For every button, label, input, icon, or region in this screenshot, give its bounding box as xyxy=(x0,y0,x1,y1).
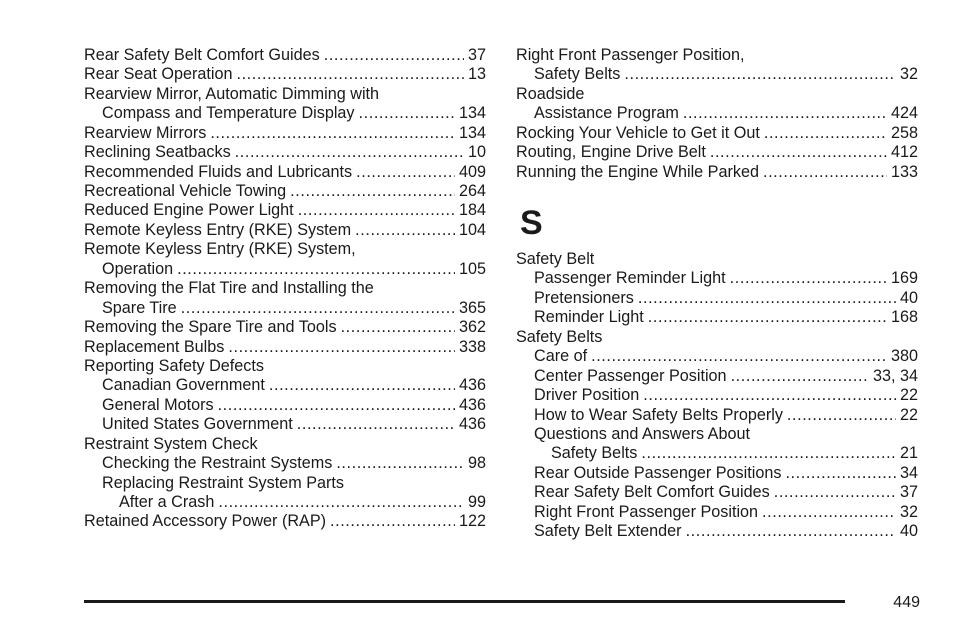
index-entry xyxy=(516,289,918,308)
dot-leader xyxy=(638,289,896,308)
entry-text: Recommended Fluids and Lubricants xyxy=(84,162,353,181)
index-entry xyxy=(84,260,486,279)
entry-text: Safety Belt Extender xyxy=(534,522,682,541)
dot-leader xyxy=(648,308,887,327)
entry-page-number: 104 xyxy=(458,220,486,239)
entry-text: Remote Keyless Entry (RKE) System, xyxy=(84,240,356,259)
entry-text: Roadside xyxy=(516,84,585,103)
index-entry xyxy=(516,308,918,327)
dot-leader xyxy=(591,347,887,366)
dot-leader xyxy=(236,65,464,84)
index-entry xyxy=(516,444,918,463)
index-entry xyxy=(516,104,918,123)
entry-page-number: 134 xyxy=(458,123,486,142)
entry-page-number: 40 xyxy=(899,288,918,307)
dot-leader xyxy=(763,163,887,182)
entry-text: Running the Engine While Parked xyxy=(516,162,759,181)
entry-page-number: 184 xyxy=(458,201,486,220)
dot-leader xyxy=(731,367,869,386)
index-column-right xyxy=(516,46,918,542)
index-entry xyxy=(84,435,486,454)
entry-text: Rear Safety Belt Comfort Guides xyxy=(84,45,320,64)
entry-text: Rear Safety Belt Comfort Guides xyxy=(534,483,770,502)
entry-page-number: 98 xyxy=(467,454,486,473)
dot-leader xyxy=(228,338,455,357)
index-column-left xyxy=(84,46,486,532)
entry-page-number: 409 xyxy=(458,162,486,181)
dot-leader xyxy=(643,386,896,405)
entry-page-number: 436 xyxy=(458,415,486,434)
dot-leader xyxy=(218,493,464,512)
dot-leader xyxy=(730,269,887,288)
index-entry xyxy=(84,357,486,376)
index-entry xyxy=(84,474,486,493)
index-entry xyxy=(516,347,918,366)
index-entry xyxy=(516,386,918,405)
dot-leader xyxy=(298,201,455,220)
dot-leader xyxy=(336,454,464,473)
index-entry xyxy=(516,65,918,84)
entry-page-number: 34 xyxy=(899,463,918,482)
dot-leader xyxy=(290,182,455,201)
entry-page-number: 169 xyxy=(890,269,918,288)
entry-page-number: 32 xyxy=(899,502,918,521)
entry-text: General Motors xyxy=(102,395,214,414)
entry-page-number: 133 xyxy=(890,162,918,181)
entry-text: Operation xyxy=(102,259,174,278)
index-entry xyxy=(516,328,918,347)
entry-page-number: 40 xyxy=(899,522,918,541)
entry-text: Replacement Bulbs xyxy=(84,337,225,356)
entry-page-number: 412 xyxy=(890,143,918,162)
index-entry xyxy=(516,464,918,483)
index-entry xyxy=(516,367,918,386)
entry-page-number: 105 xyxy=(458,259,486,278)
entry-page-number: 37 xyxy=(467,45,486,64)
index-entry xyxy=(84,65,486,84)
entry-text: Reduced Engine Power Light xyxy=(84,201,294,220)
entry-text: Safety Belts xyxy=(534,65,621,84)
entry-text: Recreational Vehicle Towing xyxy=(84,182,287,201)
dot-leader xyxy=(710,143,887,162)
entry-text: Removing the Spare Tire and Tools xyxy=(84,318,337,337)
index-entry xyxy=(516,124,918,143)
entry-text: Safety Belts xyxy=(551,444,638,463)
entry-page-number: 424 xyxy=(890,104,918,123)
entry-text: Safety Belt xyxy=(516,250,595,269)
entry-text: Right Front Passenger Position, xyxy=(516,45,745,64)
index-entry xyxy=(516,522,918,541)
entry-text: Remote Keyless Entry (RKE) System xyxy=(84,220,352,239)
index-entry xyxy=(84,85,486,104)
dot-leader xyxy=(624,65,896,84)
entry-text: Checking the Restraint Systems xyxy=(102,454,333,473)
dot-leader xyxy=(235,143,464,162)
entry-text: Rear Seat Operation xyxy=(84,65,233,84)
entry-text: Questions and Answers About xyxy=(534,424,750,443)
index-entry xyxy=(516,483,918,502)
dot-leader xyxy=(181,299,455,318)
entry-page-number: 21 xyxy=(899,444,918,463)
dot-leader xyxy=(269,376,455,395)
entry-text: Spare Tire xyxy=(102,298,177,317)
index-entry xyxy=(516,406,918,425)
index-entry xyxy=(84,338,486,357)
index-entry xyxy=(84,376,486,395)
entry-page-number: 37 xyxy=(899,483,918,502)
entry-text: Removing the Flat Tire and Installing the xyxy=(84,279,374,298)
index-entry xyxy=(516,250,918,269)
entry-text: Care of xyxy=(534,347,588,366)
index-entry xyxy=(516,143,918,162)
entry-text: Rear Outside Passenger Positions xyxy=(534,463,782,482)
entry-page-number: 33, 34 xyxy=(872,366,918,385)
entry-text: Safety Belts xyxy=(516,327,603,346)
index-entry xyxy=(84,318,486,337)
dot-leader xyxy=(356,163,455,182)
entry-page-number: 436 xyxy=(458,395,486,414)
index-entry xyxy=(516,85,918,104)
index-entry xyxy=(84,124,486,143)
entry-text: Center Passenger Position xyxy=(534,366,727,385)
entry-page-number: 122 xyxy=(458,512,486,531)
entry-page-number: 10 xyxy=(467,143,486,162)
index-entry xyxy=(84,143,486,162)
dot-leader xyxy=(764,124,887,143)
entry-text: Rearview Mirror, Automatic Dimming with xyxy=(84,84,380,103)
index-entry xyxy=(84,240,486,259)
index-entry xyxy=(84,396,486,415)
entry-text: Assistance Program xyxy=(534,104,679,123)
entry-page-number: 362 xyxy=(458,318,486,337)
index-entry xyxy=(516,270,918,289)
index-group-r xyxy=(516,46,918,182)
index-entry xyxy=(84,454,486,473)
entry-page-number: 99 xyxy=(467,493,486,512)
entry-page-number: 32 xyxy=(899,65,918,84)
dot-leader xyxy=(297,415,455,434)
entry-page-number: 264 xyxy=(458,182,486,201)
dot-leader xyxy=(359,104,455,123)
index-entry xyxy=(84,493,486,512)
section-letter: S xyxy=(520,204,543,243)
entry-text: Routing, Engine Drive Belt xyxy=(516,143,706,162)
dot-leader xyxy=(330,512,455,531)
index-entry xyxy=(84,221,486,240)
index-entry xyxy=(84,513,486,532)
entry-page-number: 380 xyxy=(890,347,918,366)
entry-text: Canadian Government xyxy=(102,376,265,395)
index-entry xyxy=(84,46,486,65)
index-entry xyxy=(516,46,918,65)
entry-text: Passenger Reminder Light xyxy=(534,269,726,288)
dot-leader xyxy=(355,221,455,240)
index-entry xyxy=(84,279,486,298)
index-entry xyxy=(84,202,486,221)
entry-page-number: 168 xyxy=(890,308,918,327)
index-entry xyxy=(84,299,486,318)
dot-leader xyxy=(787,406,896,425)
entry-text: Restraint System Check xyxy=(84,434,258,453)
index-entry xyxy=(84,415,486,434)
entry-page-number: 258 xyxy=(890,123,918,142)
entry-page-number: 134 xyxy=(458,104,486,123)
index-group-s xyxy=(516,250,918,542)
dot-leader xyxy=(683,104,887,123)
dot-leader xyxy=(785,464,896,483)
entry-text: Retained Accessory Power (RAP) xyxy=(84,512,327,531)
entry-text: Reporting Safety Defects xyxy=(84,356,264,375)
entry-text: Pretensioners xyxy=(534,288,634,307)
index-entry xyxy=(84,104,486,123)
dot-leader xyxy=(341,318,455,337)
entry-page-number: 22 xyxy=(899,386,918,405)
index-entry xyxy=(516,163,918,182)
index-entry xyxy=(84,182,486,201)
entry-page-number: 338 xyxy=(458,337,486,356)
footer-rule xyxy=(84,600,845,603)
dot-leader xyxy=(210,124,455,143)
entry-text: How to Wear Safety Belts Properly xyxy=(534,405,783,424)
dot-leader xyxy=(641,444,896,463)
dot-leader xyxy=(177,260,455,279)
entry-text: Driver Position xyxy=(534,386,640,405)
entry-page-number: 22 xyxy=(899,405,918,424)
entry-text: Compass and Temperature Display xyxy=(102,104,355,123)
entry-text: Rocking Your Vehicle to Get it Out xyxy=(516,123,760,142)
dot-leader xyxy=(686,522,896,541)
entry-text: Right Front Passenger Position xyxy=(534,502,759,521)
index-entry xyxy=(516,425,918,444)
entry-page-number: 365 xyxy=(458,298,486,317)
entry-page-number: 436 xyxy=(458,376,486,395)
dot-leader xyxy=(762,503,896,522)
page-number: 449 xyxy=(893,594,920,611)
entry-text: Replacing Restraint System Parts xyxy=(102,473,345,492)
index-entry xyxy=(516,503,918,522)
entry-text: Reminder Light xyxy=(534,308,644,327)
entry-text: Reclining Seatbacks xyxy=(84,143,231,162)
dot-leader xyxy=(774,483,896,502)
entry-text: Rearview Mirrors xyxy=(84,123,207,142)
entry-page-number: 13 xyxy=(467,65,486,84)
dot-leader xyxy=(218,396,455,415)
entry-text: United States Government xyxy=(102,415,293,434)
index-entry xyxy=(84,163,486,182)
entry-text: After a Crash xyxy=(119,493,215,512)
dot-leader xyxy=(324,46,464,65)
